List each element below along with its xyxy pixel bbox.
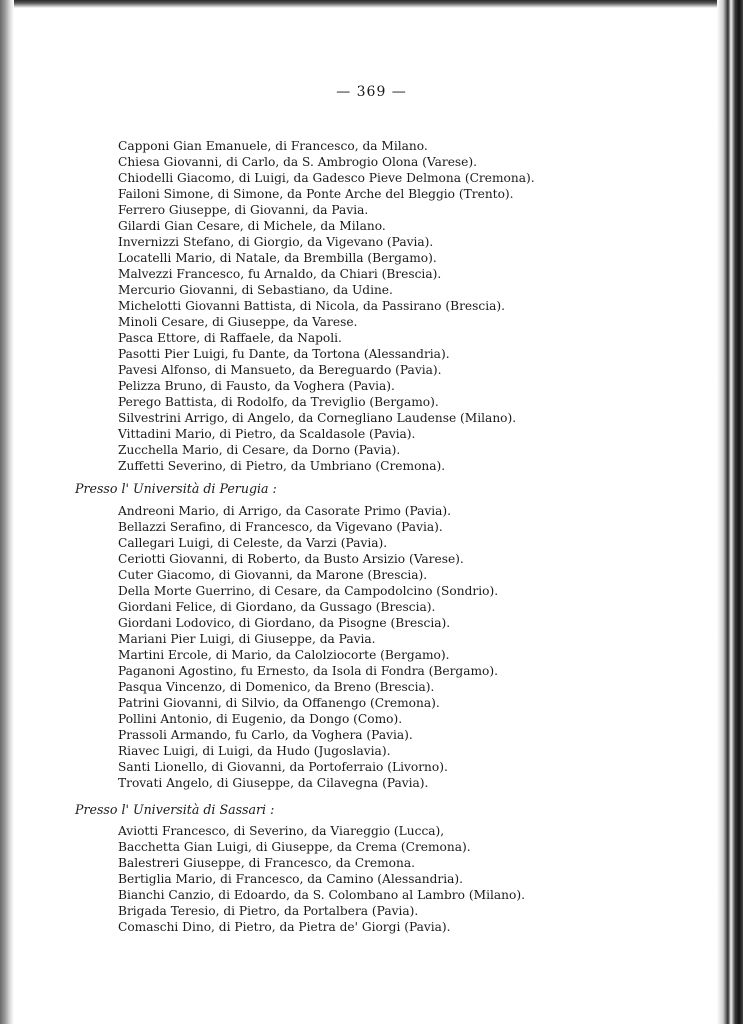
list-item: Comaschi Dino, di Pietro, da Pietra de' Giorgi (Pavia). [118, 920, 451, 934]
list-item: Martini Ercole, di Mario, da Calolziocorte (Bergamo). [118, 648, 450, 662]
list-item: Pavesi Alfonso, di Mansueto, da Bereguardo (Pavia). [118, 363, 442, 377]
list-item: Mercurio Giovanni, di Sebastiano, da Udine. [118, 283, 393, 297]
list-item: Capponi Gian Emanuele, di Francesco, da Milano. [118, 139, 428, 153]
list-item: Balestreri Giuseppe, di Francesco, da Cremona. [118, 856, 415, 870]
scan-top-edge [0, 0, 743, 8]
list-item: Callegari Luigi, di Celeste, da Varzi (Pavia). [118, 536, 388, 550]
list-item: Bacchetta Gian Luigi, di Giuseppe, da Crema (Cremona). [118, 840, 471, 854]
list-item: Bertiglia Mario, di Francesco, da Camino (Alessandria). [118, 872, 464, 886]
list-item: Pasca Ettore, di Raffaele, da Napoli. [118, 331, 342, 345]
list-item: Prassoli Armando, fu Carlo, da Voghera (Pavia). [118, 728, 413, 742]
list-item: Santi Lionello, di Giovanni, da Portoferraio (Livorno). [118, 760, 448, 774]
list-item: Bianchi Canzio, di Edoardo, da S. Colombano al Lambro (Milano). [118, 888, 525, 902]
list-item: Invernizzi Stefano, di Giorgio, da Vigevano (Pavia). [118, 235, 434, 249]
list-item: Zucchella Mario, di Cesare, da Dorno (Pavia). [118, 443, 401, 457]
list-item: Malvezzi Francesco, fu Arnaldo, da Chiari (Brescia). [118, 267, 442, 281]
list-item: Chiodelli Giacomo, di Luigi, da Gadesco Pieve Delmona (Cremona). [118, 171, 535, 185]
list-item: Gilardi Gian Cesare, di Michele, da Milano. [118, 219, 386, 233]
list-item: Perego Battista, di Rodolfo, da Treviglio (Bergamo). [118, 395, 439, 409]
list-item: Pasotti Pier Luigi, fu Dante, da Tortona (Alessandria). [118, 347, 450, 361]
list-item: Failoni Simone, di Simone, da Ponte Arche del Bleggio (Trento). [118, 187, 514, 201]
list-item: Trovati Angelo, di Giuseppe, da Cilavegna (Pavia). [118, 776, 429, 790]
list-item: Pelizza Bruno, di Fausto, da Voghera (Pavia). [118, 379, 395, 393]
list-item: Giordani Lodovico, di Giordano, da Pisogne (Brescia). [118, 616, 451, 630]
list-item: Ceriotti Giovanni, di Roberto, da Busto Arsizio (Varese). [118, 552, 464, 566]
list-item: Vittadini Mario, di Pietro, da Scaldasole (Pavia). [118, 427, 416, 441]
list-item: Patrini Giovanni, di Silvio, da Offanengo (Cremona). [118, 696, 440, 710]
section-heading-sassari: Presso l' Università di Sassari : [75, 802, 275, 817]
list-item: Giordani Felice, di Giordano, da Gussago (Brescia). [118, 600, 436, 614]
list-item: Pollini Antonio, di Eugenio, da Dongo (Como). [118, 712, 403, 726]
scan-left-edge [0, 0, 14, 1024]
page-number: — 369 — [336, 84, 407, 100]
list-item: Paganoni Agostino, fu Ernesto, da Isola di Fondra (Bergamo). [118, 664, 499, 678]
list-item: Pasqua Vincenzo, di Domenico, da Breno (Brescia). [118, 680, 435, 694]
list-item: Locatelli Mario, di Natale, da Brembilla (Bergamo). [118, 251, 437, 265]
scan-right-edge [717, 0, 743, 1024]
list-item: Cuter Giacomo, di Giovanni, da Marone (Brescia). [118, 568, 428, 582]
list-item: Bellazzi Serafino, di Francesco, da Vigevano (Pavia). [118, 520, 443, 534]
section-heading-perugia: Presso l' Università di Perugia : [75, 481, 277, 496]
list-item: Michelotti Giovanni Battista, di Nicola, da Passirano (Brescia). [118, 299, 505, 313]
list-item: Zuffetti Severino, di Pietro, da Umbriano (Cremona). [118, 459, 446, 473]
list-item: Mariani Pier Luigi, di Giuseppe, da Pavia. [118, 632, 376, 646]
list-item: Andreoni Mario, di Arrigo, da Casorate Primo (Pavia). [118, 504, 452, 518]
list-item: Della Morte Guerrino, di Cesare, da Campodolcino (Sondrio). [118, 584, 499, 598]
list-item: Riavec Luigi, di Luigi, da Hudo (Jugoslavia). [118, 744, 391, 758]
list-item: Silvestrini Arrigo, di Angelo, da Cornegliano Laudense (Milano). [118, 411, 517, 425]
list-item: Brigada Teresio, di Pietro, da Portalbera (Pavia). [118, 904, 419, 918]
list-item: Ferrero Giuseppe, di Giovanni, da Pavia. [118, 203, 369, 217]
list-item: Aviotti Francesco, di Severino, da Viareggio (Lucca), [118, 824, 445, 838]
list-item: Chiesa Giovanni, di Carlo, da S. Ambrogio Olona (Varese). [118, 155, 478, 169]
list-item: Minoli Cesare, di Giuseppe, da Varese. [118, 315, 358, 329]
